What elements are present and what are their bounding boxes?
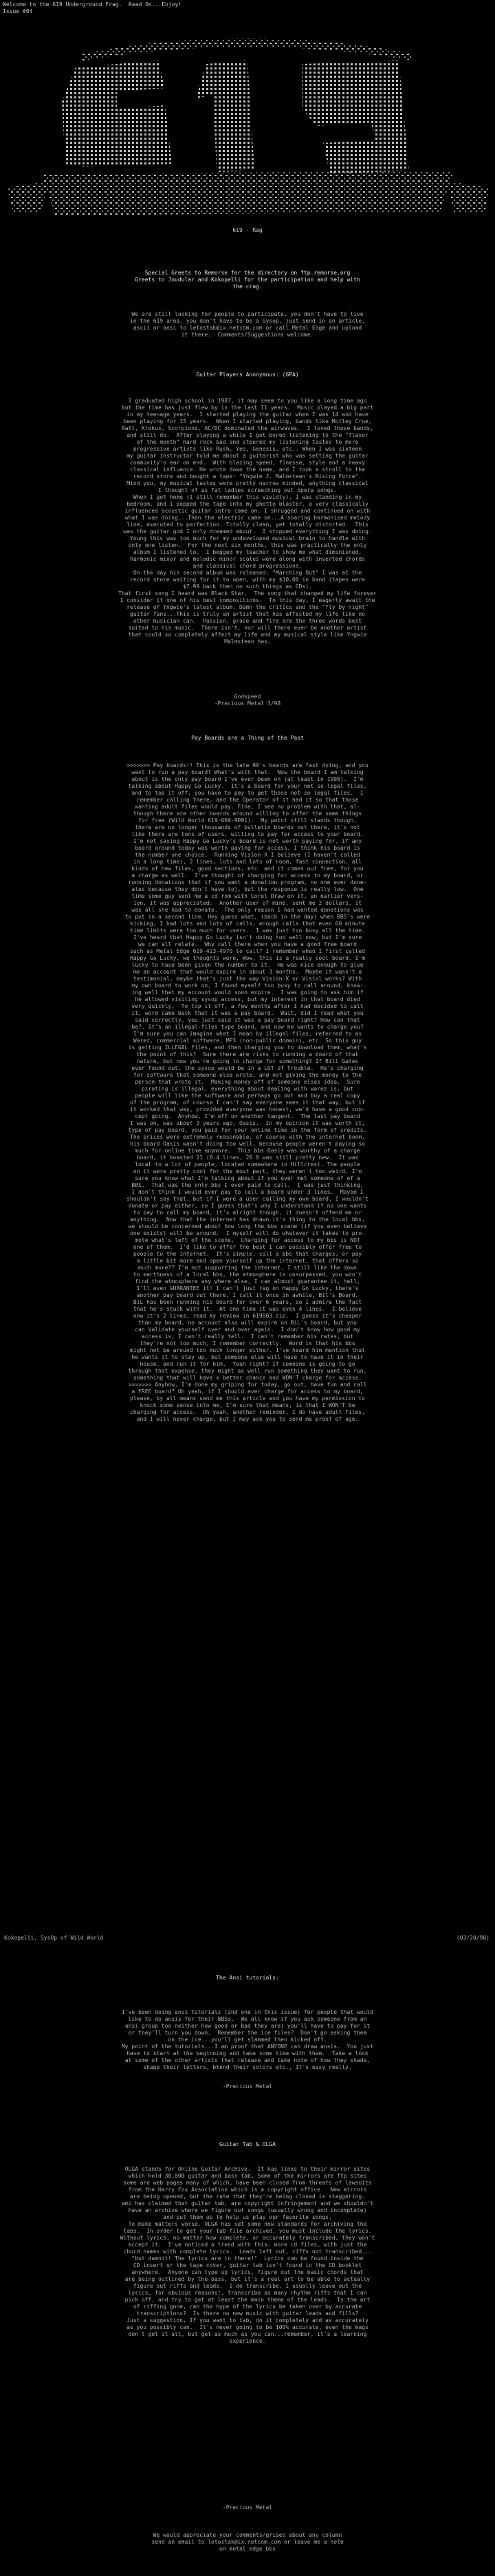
pay-boards-author: Kokopelli, SysOp of Wild World: [4, 1935, 104, 1941]
issue-number: Issue #04: [3, 8, 33, 14]
olga-body: OLGA stands for Online Guitar Archive. It has links to their mirror sites which hold 30,000 guitar and bass tab. Some of the mirrors are ftp sites some are web pages many of which, have been closed from threats of lawsuits from the Harry Fox Association which is a copyright office. New mirrors are being opened, but the rate that they're being closed is staggering. emi has claimed that guitar tab, are copyright infringement and we shouldn't have an archive where we figure out songs (usually wrong and incomplete) and put them up to help us play our favorite songs. To make matters worse, OLGA has set some new standards for archiving the tabs. In order to get your tab file archived, you must include the lyrics. Without lyrics, no matter how complete, or accurately transcribed, they won't accept it. I've noticed a trend with this: more cd files, with just the chord names with complete lyrics. Leads left out, riffs not transcribed... "but damnit! The lyrics are in there!" Lyrics can be found inside the CD insert or the tape cover, guitar tab isn't found in the CD booklet anywhere. Anyone can type up lyrics, figure out the basic chords that are being outlined by the bass, but it's a real art to be able to actually figure out riffs and leads. I do transcribe, I usually leave out the lyrics, for obvious reasons!, transcribe as many rhythm riffs that I can pick off, and try to get at least the main theme of the leads. Is the art of riffing gone, can the hype of the lyrics be taken over by accurate transcriptions? Is there no new music with guitar leads and fills? Just a suggestion, If you want to tab, do it completely and as accurately as you possibly can. It's never going to be 100% accurate, even the mags don't get it all, but get as much as you can...remember, it's a learning experience.: [120, 2166, 375, 2344]
guitar-article-body: I graduated high school in 1987, it may seem to you like a long time ago but the time has just flew by in the last 11 years. Music played a big part in my teenage years. I started playing the guitar when I was 14 and have been playing for 15 years. When I started playing, bands like Motley Crue, Ratt, Krokus, Scorpions, AC/DC dominated the airwaves. I loved those bands, and still do. After playing a while I got bored listening to the "flavor of the month" hard rock bad and steered my listening tastes to more progressive artists like Rush, Yes, Genesis, etc.. When I was sixteen my guitar instructor told me about a guitarist who was setting the guitar community's ear on end. With blazing speed, finesse, style and a heavy classical influence. He wrote down the name, and I took a stroll to the record store and bought a tape: "Yngwie J. Malmsteen's Rising Force". Mind you, my musical tastes were pretty narrow minded, anything classical I thought of as fat ladies screeching out opera songs. When I got home (I still remember this vividly), I was standing in my bedroom, and I popped the tape into my ghetto blaster, a very classically influenced acoustic guitar intro came on. I shrugged and continued on with what I was doing...Then the electric came on...A soaring harmonized melody line, executed to perfection. Totally clean, yet totally distorted. This was the guitar god I only dreamed about. I stopped everything I was doing. Young this was too much for my undeveloped musical brain to handle with only one listen. For the next six months, this was practically the only album I listened to. I begged my teacher to show me what diminished, harmonic minor and melodic minor scales were along with inverted chords and classical chord progressions. On the day his second album was released: "Marching Out" I was at the record store waiting for it to open, with my $10.00 in hand (tapes were $7.99 back then no such things as CDs). That first song I heard was Black Star. The song that changed my life forever I consider it one of his best compositions. To this day, I eagerly await the release of Yngwie's latest album. Damn the critics and the "fly by night" guitar fans...This is truly an artist that has affected my life like no other musician can. Passion, grace and fire are the three words best suited to his music. There isn't, nor will there ever be another artist that could so completely affect my life and my musical style like Yngwie Malmsteen has.: [118, 398, 377, 645]
logo-art: [0, 26, 495, 226]
olga-signoff: -Precious Metal: [222, 2504, 273, 2511]
ascii-logo: [0, 26, 495, 246]
pay-boards-title: Pay Boards are a Thing of the Past: [191, 735, 304, 741]
welcome-line: Welcome to the 619 Underground Frag. Read On...Enjoy!: [3, 1, 182, 8]
pay-boards-body: >>>>>>> Pay boards!! This is the late 90's boards are fast dying, and you want to run a pay board? What's with that. Now the board I am talking about is the only pay board I've ever been on (at least in 1998). I'm talking about Happy Go Lucky. It's a board for your net so legal files, and to top it off, you have to pay to get those not so legal files. I remember calling there, and the Operator of it had it so that those wanting adult files would pay. Fine, I see no problem with that, al- though there are other boards around willing to offer the same things for free (Wild World 619-660-9091). My point still stands though, there are no longer thousands of bulletin boards out there, it's not like there are tons of users, willing to pay for access to your board. I'm not saying Happy Go Lucky's board is not worth paying for, if any board around today was worth paying for access, I think his board is the number one choice. Running Vision-X I believe (I haven't called in a long time), 2 lines, lots and lots of room, fast connection, all kinds of new files, good sections, etc. and it comes out free, for you a charge as well. I've thought of charging for access to my board, or running donations that if you want a donation program, no one ever done- ates because they don't have to), but the response is really low. One time some guy sent me a cd rom with Corel Draw on it, an earlier vers- ion, it was appreciated. Another user of mine, sent me 2 dollars, it was all she had to donate. The only reason I had wanted donations was to put in a second line. Hey guess what, (back in the day) when BBS's were kicking, I had lots and lots of calls, enough calls that even 60 minute time limits were too much for users. I was just too busy all the time. I've heard that Happy Go Lucky isn't doing too well now, but I'm sure we can all relate. Why call there when you have a good free board such as Metal Edge 619-423-4970 to call? I remember when I first called Happy Go Lucky, we thoughts were, Wow, this is a really cool board. I'm lucky to have been given the number to it. He was nice enough to give me an account that would expire in about 3 months. Maybe it wasn't a testimonial, maybe that's just the way Vision-X or Visiol works? With my own board to work on, I found myself too busy to call around, know- ing well that my account would soon expire. I was going to ask him if he allowed visiting sysop access, but my interest in that board died very quickly. To top it off, a few months after I had decided to call it, word came back that it was a pay board. Wait, did I read what you said correctly, you just said it was a pay board right? How can that be?. It's an illegal-files type board, and now he wants to charge you? I'm sure you can imagine what I mean by illegal-files, referred to as Warez, commercial software, MP3 (non-public domain), etc. So this guy is getting ILLEGAL files, and then charging you to download them, what's the point of this? Sure there are risks to running a board of that nature, but now you're going to charge for something? If Bill Gates ever found out, the sysop would be in a LOT of trouble. He's charging for software that someone else wrote, and not giving the money to the person that wrote it. Making money off of someone elses idea. Sure pirating is illegal, everything about dealing with warez is, but people will like the software and perhaps go out and buy a real copy of the program, of course I can't say everyone sees it that way, but if it worked that way, provided everyone was honest, we'd have a good con- cept going. Anyhow, I'm off on another tangent. The last pay board I was on, was about 3 years ago, Oasis. In my opinion it was worth it, type of pay board, you paid for your online time in the form of credits. The prices were extremely reasonable, of course with the internet boom, his board Oasis wasn't doing too well, because people weren't paying so much for online time anymore. This bbs Oasis was worthy of a charge board, it boasted 21 (8.4 lines, 28.8 was still pretty new. It was local to a lot of people, located somewhere in Hillcrest. The people on it were pretty cool for the most part, they weren't too weird. I'm sure you know what I'm talking about if you ever met someone of of a BBS. That was the only bbs I ever paid to call. I was just thinking, I don't think I would ever pay to call a board under 3 lines. Maybe I shouldn't say that, but if I were a user calling my own board, I wouldn't donate or pay either, so I guess that's why I understand if no one wants to pay to call my board, it's alright though, it doesn't offend me or anything. Now that the internet has drawn it's thing to the local bbs, we should be concerned about how long the bbs scene (if you even believe one exists) will be around. I myself will do whatever it takes to pro- mote what's left of the scene. Charging for access to my bbs is NOT one of them. I'd like to offer the best I can possibly offer free to people to the internet. It's simple, call a bbs that charges, or pay a little bit more and open yourself up the internet, that offers so much more?? I'm not supporting the internet, I still like the down to earthness of a local bbs, the atmosphere is unsurpassed, you won't find the atmosphere any where else, I can almost guarantee it, hell, I'll even GUARANTEE it! I can't just rag on Happy Go Lucky, there's another pay board out there, I call it once in awhile, Bil's Board. BiL has been running his board for over 6 years, so I admire the fact that he's stuck with it. At one time it was even 4 lines. I believe now it's 2 lines, read my review in 619003.zip, I guess it's cheaper than my board, no account also will expire on BiL's board, but you can Validate yourself over and over again. I don't know how good my access is, I can't really tell. I can't remember his rates, but they're not too much, I remember correctly. Word is that his bbs might not be around too much longer either. I've heard him mention that he wants it to stay up, but someone else will have to have it in their house, and run it for him. Yeah right? If someone is going to go through that expense, they might as well run something they want to run, something that will have a better chance and WON'T charge for access. >>>>>>> Anyhow, I'm done my griping for today, go out, have fun and call a FREE board? Oh yeah, if I should ever charge for access to my board, please, by all means send me this article and you have my permission to knock some sense into me, I'm sure that means, is that I WON'T be charging for access. Oh yeah, another reminder, I do have adult files, and I will never charge, but I may ask you to send me proof of age.: [124, 762, 371, 1422]
logo-base-right: [447, 181, 490, 213]
logo-base: [41, 171, 454, 215]
special-greets: Special Greets to Remorse for the directory on ftp.remorse.org Greets to Joudular and Kokopelli for the participation and help with the crag.: [135, 270, 360, 290]
logo-digit-9: [302, 61, 409, 174]
pay-boards-date: (03/20/98): [456, 1935, 490, 1941]
logo-caption: 619 - Rag: [232, 227, 263, 233]
logo-digit-1: [196, 61, 254, 172]
guitar-article-title: Guitar Players Anonymous: (GPA): [196, 372, 299, 378]
call-for-submissions: We are still looking for people to participate, you don't have to live in the 619 area, you don't have to be a Sysop, just send in an article, ascii or ansi to letostak@ix.netcom.com or call Metal Edge and upload it there. Comments/Suggestions welcome.: [130, 311, 365, 338]
ansi-tutorials-title: The Ansi tutorials:: [216, 1975, 279, 1981]
logo-top-arch: [82, 39, 412, 61]
logo-base-left: [7, 181, 48, 213]
olga-title: Guitar Tab & OLGA: [219, 2141, 276, 2147]
intro-header: [3, 1, 182, 15]
ansi-tutorials-body: I've been doing ansi tutorials (2nd one in this issue) for people that would like to do ansis for their BBSs. We all know if you ask someone from an ansi group too neither how good or bad they are) you'll have to pay for it or they'll turn you down. Remember the ice files? Don't go asking them on the ice...you'll get slammed then kicked off. My point of the tutorials...I am proof that ANYONE can draw ansis. You just have to start at the beginning and take some time with them. Take a look at some of the other artists that release and take note of how they shade, shape their letters, blend their colors etc., It's easy really.: [121, 2009, 374, 2070]
guitar-article-signoff: Godspeed -Precious Metal 3/98: [214, 694, 281, 707]
closing-note: We would appreciate your comments/gripes about any column send an email to letostak@ix.netcom.com or leave me a note on metal edge bbs: [151, 2532, 344, 2552]
ansi-tutorials-signoff: -Precious Metal: [222, 2083, 273, 2090]
logo-digit-6: [62, 61, 172, 167]
